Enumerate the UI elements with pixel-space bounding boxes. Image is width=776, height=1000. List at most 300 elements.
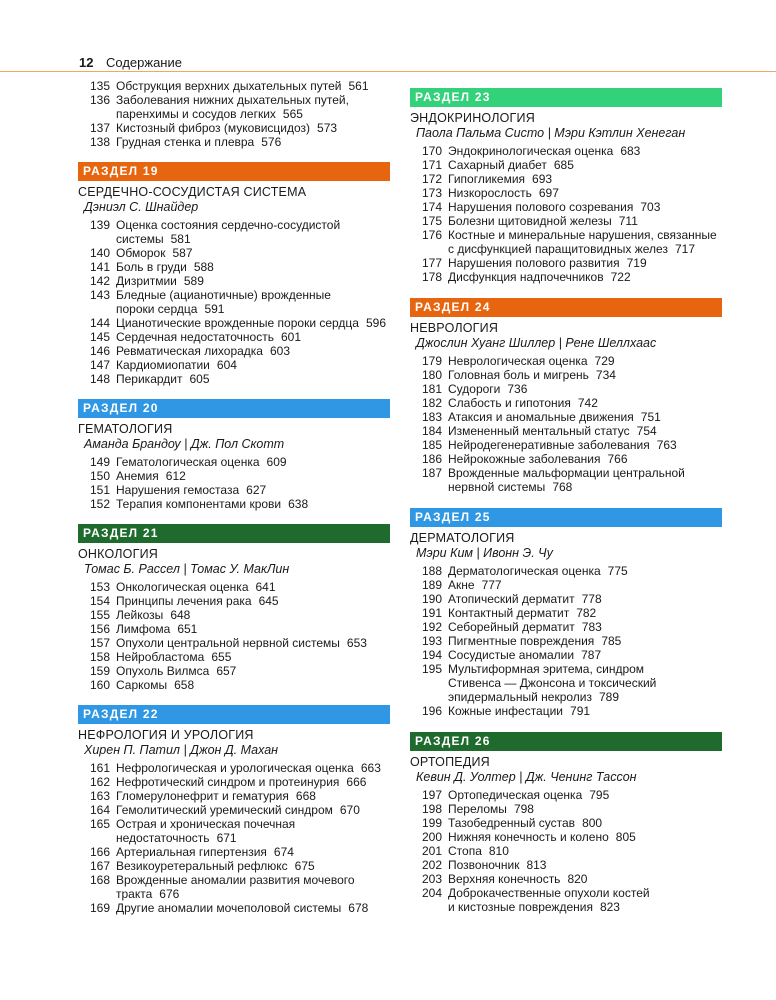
chapter-title	[110, 358, 390, 372]
chapter-title-line: Тазобедренный сустав 800	[448, 816, 603, 830]
page-ref: 576	[261, 135, 282, 149]
chapter-title	[442, 662, 722, 704]
chapter-title-line: Артериальная гипертензия 674	[116, 845, 294, 859]
toc-entry[interactable]	[410, 620, 722, 634]
chapter-number: 160	[89, 678, 110, 692]
section-band: РАЗДЕЛ 20	[78, 399, 390, 418]
chapter-title	[442, 564, 722, 578]
toc-section	[410, 298, 722, 494]
section-authors: Томас Б. Рассел | Томас У. МакЛин	[84, 562, 290, 576]
page-ref: 729	[594, 354, 615, 368]
chapter-number: 161	[89, 761, 110, 775]
chapter-title-line: Цианотические врожденные пороки сердца 596	[116, 316, 387, 330]
chapter-title	[110, 93, 390, 121]
toc-entry[interactable]	[78, 135, 390, 149]
toc-entry[interactable]	[78, 803, 390, 817]
chapter-title	[110, 845, 390, 859]
page-ref: 791	[570, 704, 591, 718]
chapter-title	[110, 775, 390, 789]
page-ref: 719	[626, 256, 647, 270]
chapter-number: 170	[421, 144, 442, 158]
toc-entry[interactable]	[78, 859, 390, 873]
chapter-number: 156	[89, 622, 110, 636]
chapter-title	[442, 592, 722, 606]
chapter-number: 144	[89, 316, 110, 330]
toc-entry[interactable]	[78, 274, 390, 288]
toc-entry[interactable]	[78, 455, 390, 469]
toc-entry[interactable]	[78, 288, 390, 316]
chapter-title-line: Терапия компонентами крови 638	[116, 497, 309, 511]
chapter-title	[110, 288, 390, 316]
header-rule	[0, 71, 776, 72]
section-subject: СЕРДЕЧНО-СОСУДИСТАЯ СИСТЕМА	[78, 185, 307, 199]
toc-entry[interactable]	[410, 410, 722, 424]
section-subject: ОРТОПЕДИЯ	[410, 755, 490, 769]
chapter-number: 142	[89, 274, 110, 288]
chapter-number: 169	[89, 901, 110, 915]
page-ref: 823	[599, 900, 620, 914]
chapter-title-line: Лейкозы 648	[116, 608, 191, 622]
chapter-number: 175	[421, 214, 442, 228]
chapter-title	[110, 260, 390, 274]
chapter-number: 138	[89, 135, 110, 149]
page-ref: 766	[607, 452, 628, 466]
page-ref: 805	[615, 830, 636, 844]
chapter-number: 140	[89, 246, 110, 260]
chapter-number: 145	[89, 330, 110, 344]
chapter-title-line: Нарушения гемостаза 627	[116, 483, 267, 497]
toc-entry[interactable]	[78, 79, 390, 93]
toc-entry[interactable]	[410, 144, 722, 158]
chapter-title-line: Доброкачественные опухоли костей	[448, 886, 650, 900]
page-ref: 810	[488, 844, 509, 858]
chapter-title-line: Ортопедическая оценка 795	[448, 788, 610, 802]
chapter-number: 168	[89, 873, 110, 887]
toc-entry[interactable]	[78, 775, 390, 789]
chapter-title	[110, 859, 390, 873]
toc-entry[interactable]	[410, 396, 722, 410]
chapter-title	[442, 172, 722, 186]
chapter-title-line: Обструкция верхних дыхательных путей 561	[116, 79, 369, 93]
toc-entry[interactable]	[410, 816, 722, 830]
toc-entry[interactable]	[78, 316, 390, 330]
page-ref: 612	[165, 469, 186, 483]
page-ref: 591	[204, 302, 225, 316]
chapter-title-line: Эндокринологическая оценка 683	[448, 144, 641, 158]
toc-entry[interactable]	[410, 578, 722, 592]
toc-entry[interactable]	[78, 594, 390, 608]
toc-entry[interactable]	[410, 788, 722, 802]
chapter-number: 149	[89, 455, 110, 469]
toc-entry[interactable]	[410, 158, 722, 172]
toc-entry[interactable]	[410, 592, 722, 606]
page-ref: 754	[636, 424, 657, 438]
chapter-number: 137	[89, 121, 110, 135]
toc-entry[interactable]	[410, 830, 722, 844]
toc-entry[interactable]	[410, 606, 722, 620]
chapter-number: 167	[89, 859, 110, 873]
toc-entry[interactable]	[78, 218, 390, 246]
page-number: 12	[79, 55, 94, 70]
page-ref: 782	[576, 606, 597, 620]
toc-entry[interactable]	[78, 845, 390, 859]
section-subject: ЭНДОКРИНОЛОГИЯ	[410, 111, 535, 125]
chapter-title-line: Слабость и гипотония 742	[448, 396, 598, 410]
section-authors: Паола Пальма Систо | Мэри Кэтлин Хенеган	[416, 126, 686, 140]
chapter-title	[110, 372, 390, 386]
chapter-title-line: Переломы 798	[448, 802, 534, 816]
chapter-number: 204	[421, 886, 442, 900]
toc-entry[interactable]	[410, 858, 722, 872]
right-column	[410, 88, 722, 914]
chapter-title	[442, 158, 722, 172]
chapter-title	[442, 606, 722, 620]
chapter-number: 195	[421, 662, 442, 676]
chapter-number: 166	[89, 845, 110, 859]
chapter-title-line: Лимфома 651	[116, 622, 198, 636]
chapter-title	[442, 634, 722, 648]
chapter-title-line: Принципы лечения рака 645	[116, 594, 279, 608]
page-ref: 777	[481, 578, 502, 592]
toc-entry[interactable]	[78, 121, 390, 135]
toc-entry[interactable]	[410, 256, 722, 270]
chapter-title-line: Атопический дерматит 778	[448, 592, 602, 606]
chapter-title-line: Дерматологическая оценка 775	[448, 564, 628, 578]
page-ref: 666	[346, 775, 367, 789]
chapter-number: 192	[421, 620, 442, 634]
page-ref: 609	[266, 455, 287, 469]
page-ref: 676	[159, 887, 180, 901]
chapter-title-line: Мультиформная эритема, синдром	[448, 662, 645, 676]
toc-entry[interactable]	[78, 650, 390, 664]
chapter-title	[110, 135, 390, 149]
chapter-title	[442, 886, 722, 914]
page-ref: 648	[170, 608, 191, 622]
chapter-title-line: Нейрокожные заболевания 766	[448, 452, 628, 466]
toc-entry[interactable]	[78, 260, 390, 274]
chapter-title	[110, 330, 390, 344]
page-ref: 663	[360, 761, 381, 775]
toc-entry[interactable]	[410, 200, 722, 214]
chapter-title	[110, 79, 390, 93]
page-ref: 711	[618, 214, 638, 228]
chapter-title-line: Кожные инфестации 791	[448, 704, 591, 718]
chapter-title	[442, 382, 722, 396]
chapter-title-line: Врожденные аномалии развития мочевого	[116, 873, 355, 887]
toc-entry[interactable]	[78, 622, 390, 636]
chapter-title-line: Онкологическая оценка 641	[116, 580, 276, 594]
section-band: РАЗДЕЛ 21	[78, 524, 390, 543]
toc-entry[interactable]	[78, 580, 390, 594]
toc-entry[interactable]	[410, 564, 722, 578]
chapter-title	[442, 704, 722, 718]
chapter-number: 197	[421, 788, 442, 802]
chapter-title-line: Кардиомиопатии 604	[116, 358, 237, 372]
page-ref: 565	[282, 107, 303, 121]
chapter-number: 183	[421, 410, 442, 424]
chapter-title-line: Сосудистые аномалии 787	[448, 648, 602, 662]
chapter-number: 159	[89, 664, 110, 678]
chapter-number: 165	[89, 817, 110, 831]
page-ref: 655	[211, 650, 232, 664]
left-column	[78, 79, 390, 915]
section-subject: ГЕМАТОЛОГИЯ	[78, 422, 173, 436]
chapter-title-line: пороки сердца 591	[116, 302, 225, 316]
chapter-title	[442, 256, 722, 270]
chapter-title-line: Стопа 810	[448, 844, 509, 858]
toc-entry[interactable]	[78, 761, 390, 775]
toc-entry[interactable]	[410, 228, 722, 256]
page-ref: 717	[674, 242, 695, 256]
toc-section	[78, 524, 390, 692]
chapter-title-line: Верхняя конечность 820	[448, 872, 588, 886]
section-authors: Аманда Брандоу | Дж. Пол Скотт	[84, 437, 285, 451]
chapter-title-line: Атаксия и аномальные движения 751	[448, 410, 661, 424]
toc-entry[interactable]	[410, 438, 722, 452]
chapter-title	[442, 396, 722, 410]
chapter-number: 194	[421, 648, 442, 662]
chapter-title-line: Оценка состояния сердечно-сосудистой	[116, 218, 341, 232]
page-ref: 601	[280, 330, 301, 344]
page-ref: 787	[581, 648, 602, 662]
chapter-number: 185	[421, 438, 442, 452]
toc-entry[interactable]	[78, 664, 390, 678]
chapter-title	[110, 650, 390, 664]
chapter-title	[442, 144, 722, 158]
chapter-title	[110, 344, 390, 358]
chapter-title-line: и кистозные повреждения 823	[448, 900, 620, 914]
page-ref: 573	[317, 121, 338, 135]
section-subject: НЕФРОЛОГИЯ И УРОЛОГИЯ	[78, 728, 254, 742]
chapter-title-line: Опухоль Вилмса 657	[116, 664, 237, 678]
chapter-title	[110, 455, 390, 469]
chapter-number: 186	[421, 452, 442, 466]
chapter-number: 155	[89, 608, 110, 622]
chapter-title-line: Нейробластома 655	[116, 650, 232, 664]
chapter-title	[110, 218, 390, 246]
chapter-title-line: тракта 676	[116, 887, 180, 901]
chapter-title	[442, 466, 722, 494]
chapter-title	[442, 788, 722, 802]
page-ref: 742	[577, 396, 598, 410]
chapter-title-line: Гематологическая оценка 609	[116, 455, 287, 469]
chapter-title	[110, 622, 390, 636]
section-authors: Дэниэл С. Шнайдер	[84, 200, 199, 214]
toc-entry[interactable]	[410, 354, 722, 368]
chapter-number: 147	[89, 358, 110, 372]
chapter-title	[442, 200, 722, 214]
toc-entry[interactable]	[78, 678, 390, 692]
chapter-number: 154	[89, 594, 110, 608]
toc-entry[interactable]	[410, 802, 722, 816]
chapter-number: 164	[89, 803, 110, 817]
chapter-title-line: Акне 777	[448, 578, 502, 592]
toc-entry[interactable]	[410, 172, 722, 186]
toc-entry[interactable]	[78, 873, 390, 901]
chapter-title	[110, 664, 390, 678]
page-ref: 651	[177, 622, 198, 636]
toc-entry[interactable]	[410, 186, 722, 200]
toc-entry[interactable]	[78, 469, 390, 483]
chapter-title	[110, 483, 390, 497]
chapter-number: 152	[89, 497, 110, 511]
chapter-title	[110, 873, 390, 901]
chapter-number: 203	[421, 872, 442, 886]
toc-entry[interactable]	[410, 704, 722, 718]
chapter-title	[442, 354, 722, 368]
toc-entry[interactable]	[78, 330, 390, 344]
chapter-number: 141	[89, 260, 110, 274]
toc-entry[interactable]	[410, 452, 722, 466]
chapter-number: 180	[421, 368, 442, 382]
chapter-title-line: Сахарный диабет 685	[448, 158, 574, 172]
chapter-title-line: недостаточность 671	[116, 831, 237, 845]
chapter-title-line: Позвоночник 813	[448, 858, 547, 872]
toc-entry[interactable]	[410, 424, 722, 438]
chapter-title-line: Нейродегенеративные заболевания 763	[448, 438, 677, 452]
chapter-title-line: Костные и минеральные нарушения, связанные	[448, 228, 717, 242]
toc-entry[interactable]	[78, 901, 390, 915]
chapter-title	[442, 368, 722, 382]
chapter-title-line: Нижняя конечность и колено 805	[448, 830, 636, 844]
toc-entry[interactable]	[78, 93, 390, 121]
chapter-number: 200	[421, 830, 442, 844]
chapter-title	[110, 469, 390, 483]
toc-entry[interactable]	[410, 872, 722, 886]
toc-entry[interactable]	[78, 344, 390, 358]
chapter-number: 173	[421, 186, 442, 200]
chapter-title-line: Саркомы 658	[116, 678, 195, 692]
chapter-title	[110, 789, 390, 803]
chapter-number: 158	[89, 650, 110, 664]
chapter-title-line: Дизритмии 589	[116, 274, 204, 288]
chapter-number: 143	[89, 288, 110, 302]
section-authors: Хирен П. Патил | Джон Д. Махан	[84, 743, 279, 757]
toc-entry[interactable]	[78, 608, 390, 622]
chapter-number: 201	[421, 844, 442, 858]
page-ref: 658	[174, 678, 195, 692]
page-ref: 653	[346, 636, 367, 650]
page-ref: 675	[294, 859, 315, 873]
chapter-number: 163	[89, 789, 110, 803]
page-ref: 795	[589, 788, 610, 802]
toc-entry[interactable]	[410, 662, 722, 704]
chapter-title-line: Себорейный дерматит 783	[448, 620, 602, 634]
page-ref: 785	[601, 634, 622, 648]
chapter-title	[442, 424, 722, 438]
chapter-number: 176	[421, 228, 442, 242]
section-authors: Мэри Ким | Ивонн Э. Чу	[416, 546, 553, 560]
chapter-title-line: Неврологическая оценка 729	[448, 354, 615, 368]
toc-entry[interactable]	[410, 368, 722, 382]
section-subject: ОНКОЛОГИЯ	[78, 547, 158, 561]
page-ref: 693	[532, 172, 553, 186]
toc-entry[interactable]	[78, 789, 390, 803]
toc-entry[interactable]	[78, 636, 390, 650]
page-ref: 703	[640, 200, 661, 214]
toc-entry[interactable]	[78, 483, 390, 497]
toc-entry[interactable]	[410, 886, 722, 914]
toc-entry[interactable]	[78, 372, 390, 386]
chapter-title	[110, 901, 390, 915]
chapter-title-line: системы 581	[116, 232, 191, 246]
chapter-title	[110, 817, 390, 845]
page-ref: 768	[552, 480, 573, 494]
chapter-title-line: Боль в груди 588	[116, 260, 214, 274]
page-ref: 697	[538, 186, 559, 200]
chapter-title	[442, 228, 722, 256]
chapter-number: 202	[421, 858, 442, 872]
page-ref: 587	[172, 246, 193, 260]
chapter-title	[110, 274, 390, 288]
chapter-title-line: Дисфункция надпочечников 722	[448, 270, 631, 284]
chapter-title-line: Нарушения полового развития 719	[448, 256, 647, 270]
toc-entry[interactable]	[78, 817, 390, 845]
toc-entry[interactable]	[410, 466, 722, 494]
toc-section	[410, 732, 722, 914]
page-ref: 789	[598, 690, 620, 704]
chapter-title-line: Низкорослость 697	[448, 186, 559, 200]
toc-section	[78, 399, 390, 511]
chapter-number: 146	[89, 344, 110, 358]
chapter-number: 172	[421, 172, 442, 186]
toc-entry[interactable]	[410, 634, 722, 648]
chapter-number: 171	[421, 158, 442, 172]
chapter-title	[110, 636, 390, 650]
page-ref: 820	[567, 872, 588, 886]
chapter-title	[442, 872, 722, 886]
chapter-title	[110, 580, 390, 594]
section-band: РАЗДЕЛ 25	[410, 508, 722, 527]
chapter-title	[110, 316, 390, 330]
toc-entry[interactable]	[410, 844, 722, 858]
chapter-title	[110, 803, 390, 817]
toc-entry[interactable]	[78, 497, 390, 511]
chapter-title-line: Врожденные мальформации центральной	[448, 466, 685, 480]
chapter-number: 199	[421, 816, 442, 830]
chapter-title	[442, 270, 722, 284]
toc-entry[interactable]	[410, 214, 722, 228]
chapter-title	[442, 620, 722, 634]
chapter-title	[442, 802, 722, 816]
chapter-number: 153	[89, 580, 110, 594]
page-ref: 678	[348, 901, 369, 915]
toc-entry[interactable]	[410, 382, 722, 396]
page-ref: 657	[216, 664, 237, 678]
chapter-number: 193	[421, 634, 442, 648]
running-title: Содержание	[106, 55, 182, 70]
toc-entry[interactable]	[78, 246, 390, 260]
page-ref: 627	[246, 483, 267, 497]
chapter-title	[110, 608, 390, 622]
page-ref: 683	[620, 144, 641, 158]
page-ref: 645	[258, 594, 279, 608]
chapter-title	[442, 816, 722, 830]
toc-entry[interactable]	[78, 358, 390, 372]
toc-section	[78, 705, 390, 915]
chapter-title-line: Опухоли центральной нервной системы 653	[116, 636, 367, 650]
chapter-title	[442, 578, 722, 592]
chapter-number: 190	[421, 592, 442, 606]
chapter-title-line: Острая и хроническая почечная	[116, 817, 296, 831]
chapter-number: 187	[421, 466, 442, 480]
chapter-title-line: Анемия 612	[116, 469, 186, 483]
toc-entry[interactable]	[410, 648, 722, 662]
toc-entry[interactable]	[410, 270, 722, 284]
section-authors: Джослин Хуанг Шиллер | Рене Шеллхаас	[416, 336, 657, 350]
page-ref: 641	[255, 580, 276, 594]
chapter-number: 150	[89, 469, 110, 483]
